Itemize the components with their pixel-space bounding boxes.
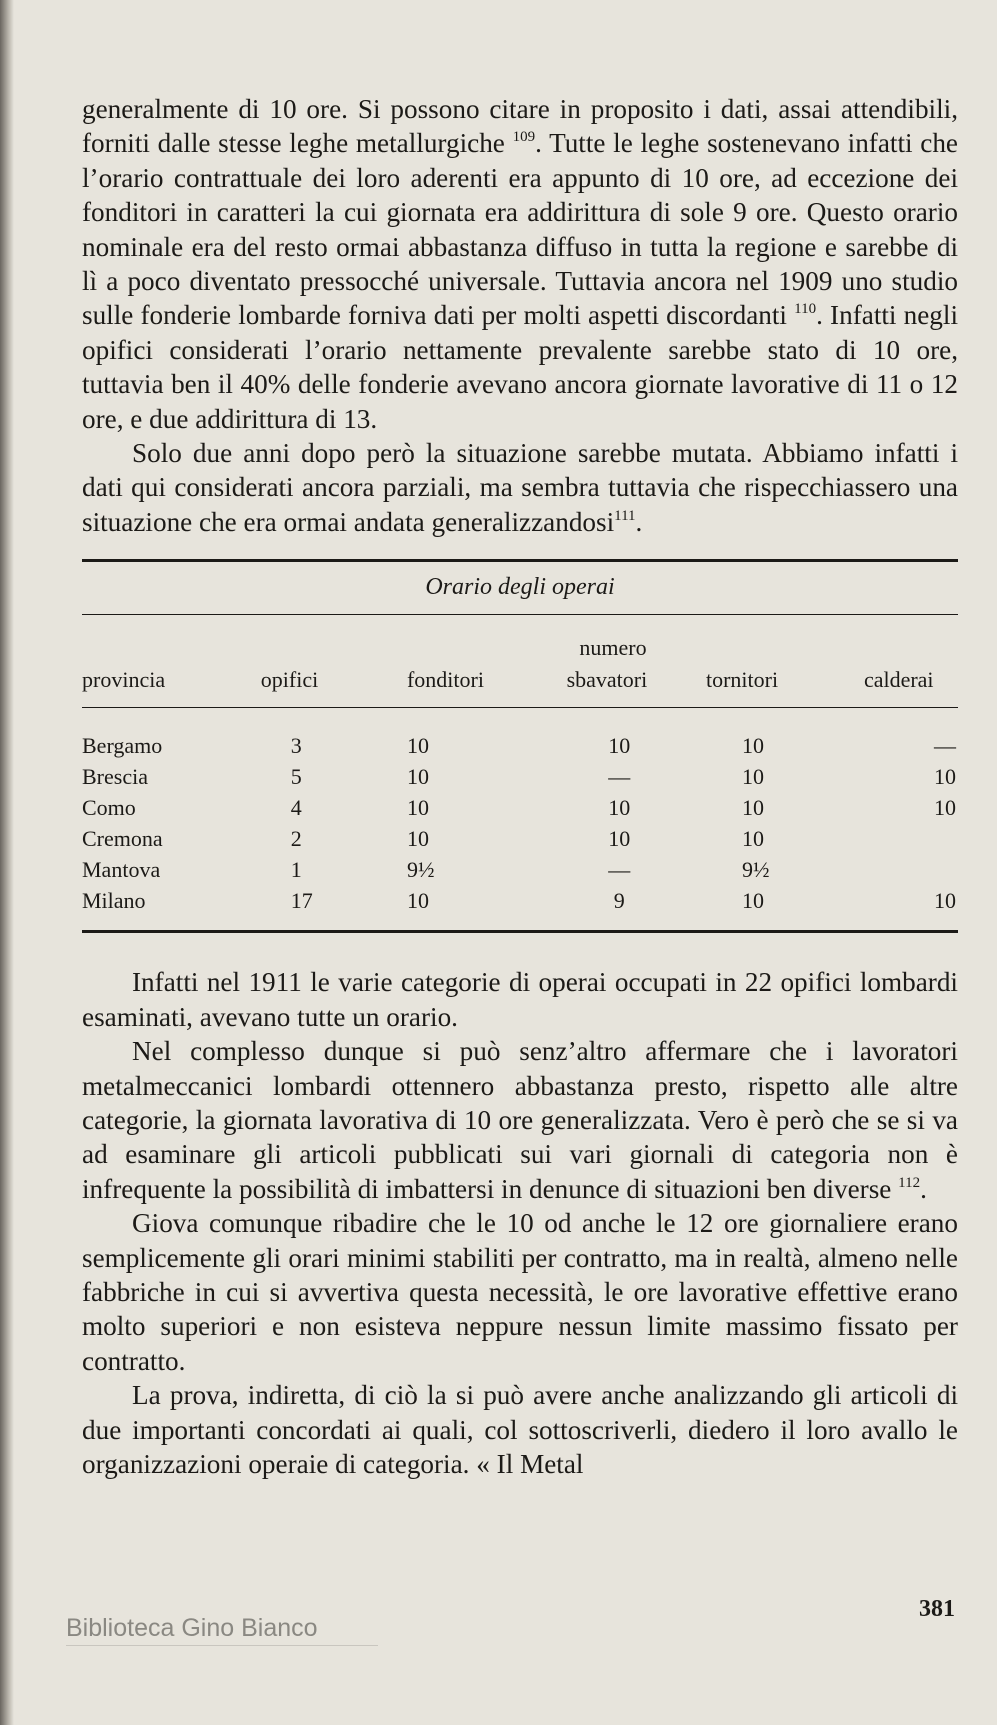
footnote-ref-111: 111 <box>614 507 636 524</box>
cell-calderai: — <box>934 732 956 758</box>
paragraph-1: generalmente di 10 ore. Si possono citare in proposito i dati, assai attendibili, forniti dalle stesse leghe metallurgiche $^{109}$. Tutte le leghe sostenevano infatti che l’orario contrattuale dei loro aderenti era appunto di 10 ore, ad eccezione dei fonditori in caratteri la cui giornata era addirittura di sole 9 ore. Questo orario nominale era del resto ormai abbastanza diffuso in tutta la regione e sarebbe di lì a poco diventato pressocché universale. Tuttavia ancora nel 1909 uno studio sulle fonderie lombarde forniva dati per molti aspetti discordanti $^{110}$. Infatti negli opifici considerati l’orario nettamente prevalente sarebbe stato di 10 ore, tuttavia ben il 40% delle fonderie avevano ancora giornate lavorative di 11 o 12 ore, e due addirittura di 13. <box>82 94 959 434</box>
cell-provincia: Como <box>82 794 136 820</box>
table-title: Orario degli operai <box>425 574 615 601</box>
cell-sbavatori: 10 <box>608 732 631 758</box>
page-edge <box>0 0 14 1725</box>
cell-fonditori: 10 <box>406 732 429 758</box>
cell-tornitori: 10 <box>741 825 764 851</box>
header-tornitori: tornitori <box>705 667 779 693</box>
cell-tornitori: 10 <box>741 763 764 789</box>
cell-fonditori: 9½ <box>406 856 435 882</box>
cell-tornitori: 10 <box>741 887 764 913</box>
footnote-ref-112: 112 <box>898 1174 921 1191</box>
cell-opifici: 3 <box>290 732 302 758</box>
cell-provincia: Mantova <box>82 856 161 882</box>
cell-opifici: 2 <box>290 825 302 851</box>
cell-sbavatori: 9 <box>613 887 625 913</box>
table-group-header: numero <box>579 635 647 661</box>
cell-opifici: 4 <box>290 794 302 820</box>
cell-sbavatori: 10 <box>608 825 631 851</box>
cell-opifici: 5 <box>290 763 302 789</box>
cell-provincia: Cremona <box>82 825 163 851</box>
table-row <box>82 823 958 854</box>
page-content <box>82 92 958 1481</box>
footnote-ref-110: 110 <box>794 301 817 318</box>
cell-calderai: 10 <box>934 794 956 820</box>
cell-calderai <box>864 854 958 885</box>
cell-calderai <box>864 823 958 854</box>
table-row <box>82 885 958 930</box>
cell-tornitori: 10 <box>741 732 764 758</box>
cell-sbavatori: — <box>608 856 631 882</box>
table-row <box>82 854 958 885</box>
cell-provincia: Brescia <box>82 763 148 789</box>
cell-provincia: Milano <box>82 887 146 913</box>
header-opifici: opifici <box>260 667 319 693</box>
cell-calderai: 10 <box>934 887 956 913</box>
cell-sbavatori: 10 <box>608 794 631 820</box>
paragraph-4: Nel complesso dunque si può senz’altro affermare che i lavoratori metalmeccanici lombardi ottennero abbastanza presto, rispetto alle altre categorie, la giornata lavorativa di 10 ore generalizzata. Vero è però che se si va ad esaminare gli articoli pubblicati sui vari giornali di categoria non è infrequente la possibilità di imbattersi in denunce di situazioni ben diverse $^{112}$. <box>82 1036 958 1204</box>
table-header-row <box>82 665 958 707</box>
header-sbavatori: sbavatori <box>566 667 648 693</box>
header-provincia: provincia <box>82 667 166 693</box>
hours-table-block <box>82 559 958 933</box>
table-bottom-rule <box>82 930 958 933</box>
footnote-ref-109: 109 <box>512 129 536 146</box>
cell-fonditori: 10 <box>406 825 429 851</box>
paragraph-5: Giova comunque ribadire che le 10 od anche le 12 ore giornaliere erano semplicemente gli orari minimi stabiliti per contratto, ma in realtà, almeno nelle fabbriche in cui si avvertiva questa necessità, le ore lavorative effettive erano molto superiori e non esisteva neppure nessun limite massimo fissato per contratto. <box>82 1208 958 1376</box>
table-row <box>82 792 958 823</box>
paragraph-3: Infatti nel 1911 le varie categorie di operai occupati in 22 opifici lombardi esaminati, avevano tutte un orario. <box>82 967 958 1032</box>
hours-table <box>82 665 958 930</box>
table-row <box>82 761 958 792</box>
paragraph-6: La prova, indiretta, di ciò la si può avere anche analizzando gli articoli di due importanti concordati ai quali, col sottoscriverli, diedero il loro avallo le organizzazioni operaie di categoria. « Il Metal <box>82 1380 958 1479</box>
table-row <box>82 708 958 761</box>
library-watermark: Biblioteca Gino Bianco <box>66 1614 378 1646</box>
cell-provincia: Bergamo <box>82 732 163 758</box>
cell-fonditori: 10 <box>406 794 429 820</box>
cell-opifici: 1 <box>290 856 302 882</box>
cell-calderai: 10 <box>934 763 956 789</box>
page-number: 381 <box>919 1596 955 1622</box>
cell-fonditori: 10 <box>406 887 429 913</box>
cell-fonditori: 10 <box>406 763 429 789</box>
header-calderai: calderai <box>863 667 934 693</box>
cell-opifici: 17 <box>290 887 313 913</box>
cell-sbavatori: — <box>608 763 631 789</box>
paragraph-2: Solo due anni dopo però la situazione sarebbe mutata. Abbiamo infatti i dati qui considerati ancora parziali, ma sembra tuttavia che rispecchiassero una situazione che era ormai andata generalizzandosi$^{111}$. <box>82 438 958 537</box>
header-fonditori: fonditori <box>406 667 484 693</box>
cell-tornitori: 10 <box>741 794 764 820</box>
cell-tornitori: 9½ <box>741 856 770 882</box>
